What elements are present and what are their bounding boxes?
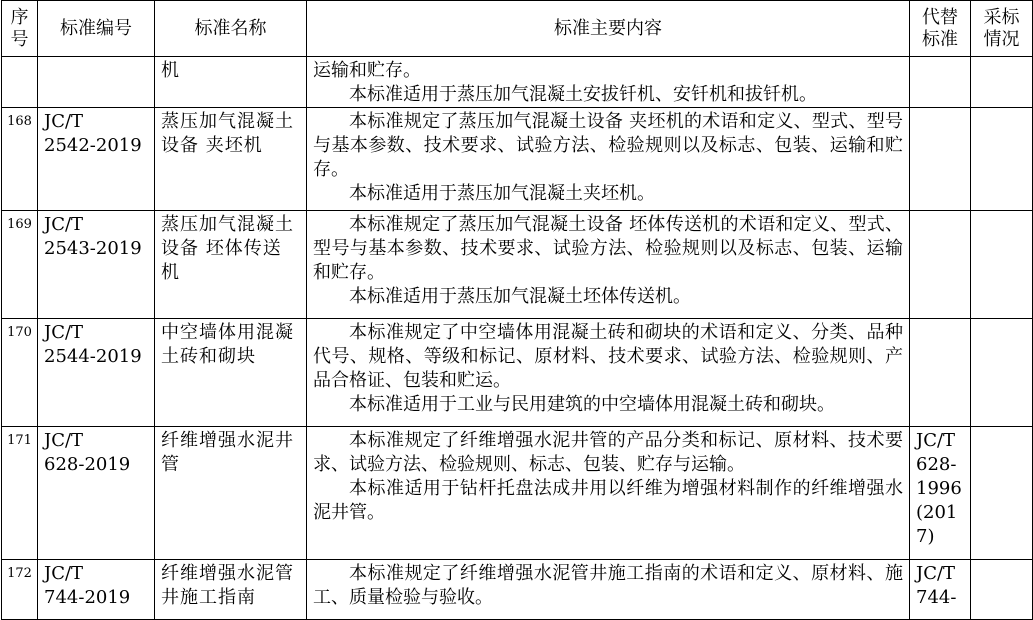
cell-code xyxy=(38,211,155,319)
table-row xyxy=(2,57,1033,108)
content-paragraph: 本标准适用于蒸压加气混凝土坯体传送机。 xyxy=(349,286,691,307)
header-code: 标准编号 xyxy=(38,1,155,57)
cell-name: 纤维增强水泥井管 xyxy=(155,427,307,560)
code-prefix: JC/T xyxy=(44,563,84,584)
code-number: 2542-2019 xyxy=(44,135,142,156)
cell-code xyxy=(38,319,155,427)
content-paragraph: 本标准规定了纤维增强水泥井管的产品分类和标记、原材料、技术要求、试验方法、检验规则、标志、包装、贮存与运输。 xyxy=(313,430,903,475)
cell-name: 中空墙体用混凝土砖和砌块 xyxy=(155,319,307,427)
code-number: 2544-2019 xyxy=(44,346,142,367)
content-paragraph: 本标准适用于蒸压加气混凝土夹坯机。 xyxy=(349,183,655,204)
cell-no: 171 xyxy=(2,427,38,560)
code-prefix: JC/T xyxy=(44,214,84,235)
content-paragraph: 本标准规定了蒸压加气混凝土设备 坯体传送机的术语和定义、型式、型号与基本参数、技术要求、试验方法、检验规则以及标志、包装、运输和贮存。 xyxy=(313,214,903,283)
content-paragraph: 本标准规定了纤维增强水泥管井施工指南的术语和定义、原材料、施工、质量检验与验收。 xyxy=(313,563,903,608)
content-paragraph: 本标准规定了中空墙体用混凝土砖和砌块的术语和定义、分类、品种代号、规格、等级和标记、原材料、技术要求、试验方法、检验规则、产品合格证、包装和贮运。 xyxy=(313,322,903,391)
content-paragraph: 本标准适用于蒸压加气混凝土安拔钎机、安钎机和拔钎机。 xyxy=(349,84,817,105)
cell-code xyxy=(38,427,155,560)
cell-code xyxy=(38,108,155,211)
standards-table xyxy=(1,0,1033,620)
header-row xyxy=(2,1,1033,57)
cell-no: 172 xyxy=(2,560,38,620)
header-name: 标准名称 xyxy=(155,1,307,57)
code-prefix: JC/T xyxy=(44,322,84,343)
header-no: 序 号 xyxy=(2,1,38,57)
code-number: 628-2019 xyxy=(44,454,131,475)
cell-content xyxy=(307,319,910,427)
cell-code xyxy=(38,560,155,620)
cell-replace xyxy=(910,57,971,108)
content-paragraph: 本标准适用于工业与民用建筑的中空墙体用混凝土砖和砌块。 xyxy=(349,394,835,415)
header-adopt: 采标 情况 xyxy=(971,1,1033,57)
code-prefix: JC/T xyxy=(44,111,84,132)
code-prefix: JC/T xyxy=(44,430,84,451)
code-number: 2543-2019 xyxy=(44,238,142,259)
cell-name: 蒸压加气混凝土设备 夹坯机 xyxy=(155,108,307,211)
cell-replace xyxy=(910,108,971,211)
cell-replace xyxy=(910,211,971,319)
cell-no xyxy=(2,57,38,108)
cell-replace xyxy=(910,319,971,427)
cell-content xyxy=(307,108,910,211)
cell-name: 蒸压加气混凝土设备 坯体传送机 xyxy=(155,211,307,319)
cell-adopt xyxy=(971,560,1033,620)
cell-no: 170 xyxy=(2,319,38,427)
cell-name: 机 xyxy=(155,57,307,108)
cell-adopt xyxy=(971,427,1033,560)
cell-content xyxy=(307,211,910,319)
table-row xyxy=(2,319,1033,427)
cell-adopt xyxy=(971,211,1033,319)
table-row xyxy=(2,211,1033,319)
header-replace: 代替 标准 xyxy=(910,1,971,57)
table-row xyxy=(2,560,1033,620)
cell-adopt xyxy=(971,319,1033,427)
cell-code xyxy=(38,57,155,108)
content-paragraph: 运输和贮存。 xyxy=(313,60,421,81)
content-paragraph: 本标准适用于钻杆托盘法成井用以纤维为增强材料制作的纤维增强水泥井管。 xyxy=(313,478,903,523)
table-row xyxy=(2,108,1033,211)
cell-adopt xyxy=(971,57,1033,108)
content-paragraph: 本标准规定了蒸压加气混凝土设备 夹坯机的术语和定义、型式、型号与基本参数、技术要求、试验方法、检验规则以及标志、包装、运输和贮存。 xyxy=(313,111,903,180)
cell-content xyxy=(307,57,910,108)
cell-replace: JC/T 628-1996 (2017) xyxy=(910,427,971,560)
code-number: 744-2019 xyxy=(44,587,131,608)
cell-adopt xyxy=(971,108,1033,211)
cell-replace: JC/T 744- xyxy=(910,560,971,620)
header-content: 标准主要内容 xyxy=(307,1,910,57)
cell-no: 169 xyxy=(2,211,38,319)
cell-no: 168 xyxy=(2,108,38,211)
cell-content xyxy=(307,560,910,620)
table-row xyxy=(2,427,1033,560)
cell-content xyxy=(307,427,910,560)
cell-name: 纤维增强水泥管井施工指南 xyxy=(155,560,307,620)
